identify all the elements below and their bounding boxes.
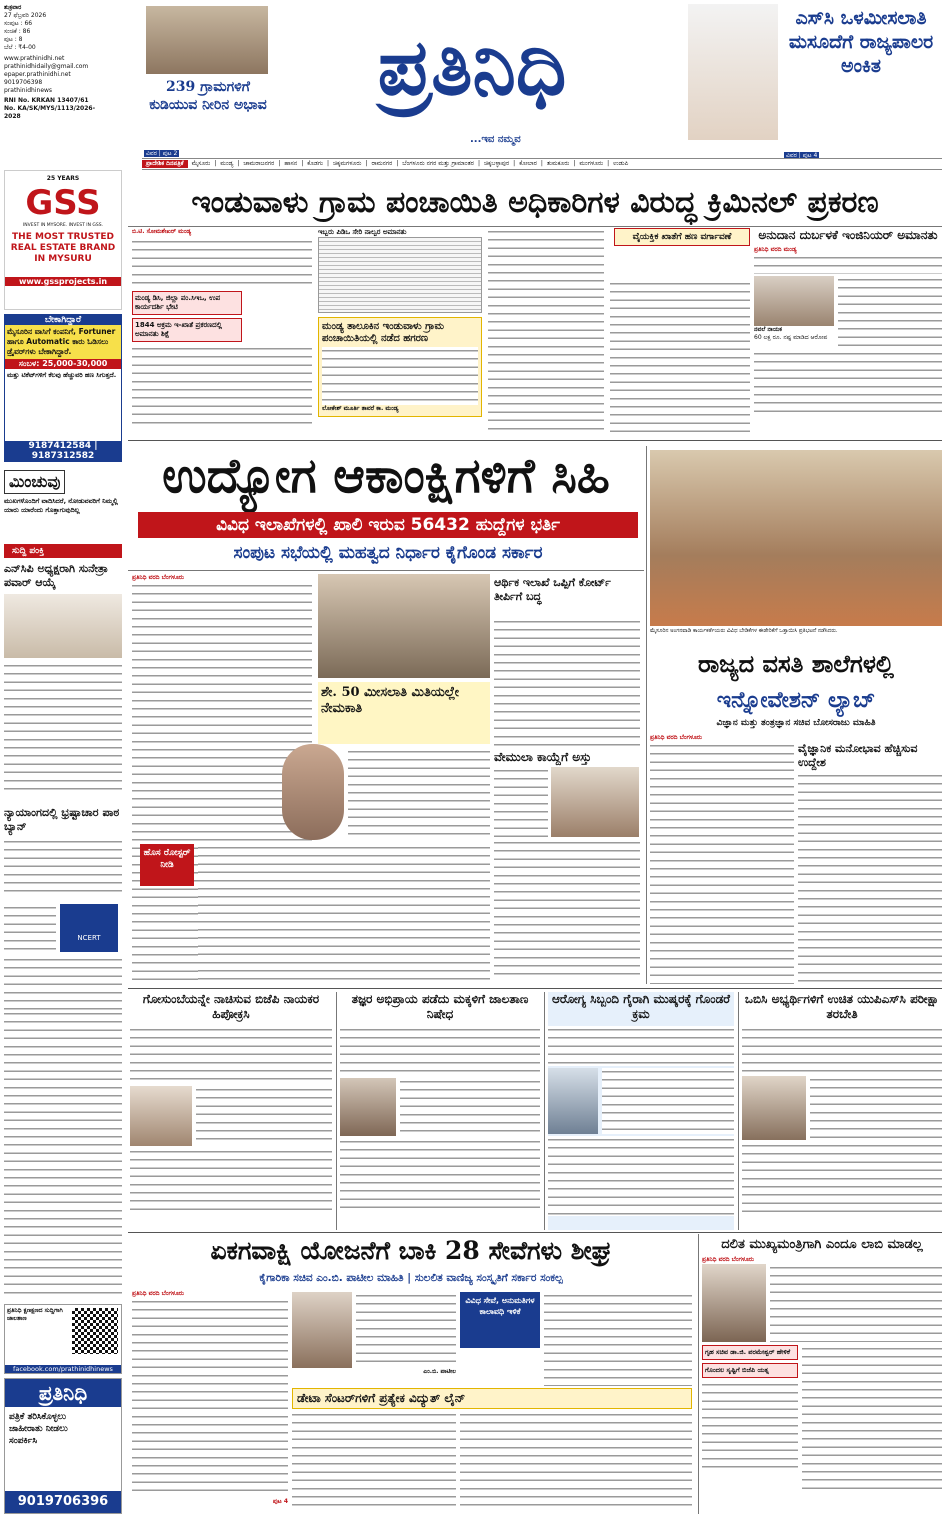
reg-number: No. KA/SK/MYS/1113/2026-2028 bbox=[4, 105, 96, 120]
gss-brand: THE MOST TRUSTED REAL ESTATE BRAND IN MYSURU bbox=[10, 232, 116, 264]
gss-logo: GSS bbox=[25, 183, 101, 223]
nav-item-kodagu[interactable]: ಕೊಡಗು bbox=[307, 160, 323, 167]
roster-tag: ಹೊಸ ರೋಸ್ಟರ್ ನೀಡಿ bbox=[140, 844, 194, 886]
minister-photo bbox=[551, 767, 639, 837]
bottom-byline: ಪ್ರತಿನಿಧಿ ವರದಿ ಬೆಂಗಳೂರು bbox=[132, 1290, 184, 1297]
parameshwar-photo bbox=[702, 1264, 766, 1342]
nav-item-mysuru[interactable]: ಮೈಸೂರು bbox=[191, 160, 211, 167]
engineer-amount: 60 ಲಕ್ಷ ರೂ. ನಷ್ಟ ಮಾಡಿದ ಆರೋಪ bbox=[754, 334, 828, 341]
issue-volume: ಸಂಪುಟ : 66 bbox=[4, 20, 33, 27]
left-teaser-page: ವಿವರ | ಪುಟ 2 bbox=[146, 150, 178, 157]
dalit-story bbox=[702, 1236, 942, 1514]
bottom-photo-block bbox=[292, 1292, 456, 1382]
job-ad-head: ಬೇಕಾಗಿದ್ದಾರೆ bbox=[5, 315, 121, 325]
court-story bbox=[4, 806, 122, 1006]
ncp-photo bbox=[4, 594, 122, 658]
lead-col3 bbox=[488, 228, 750, 436]
ncert-logo: NCERT bbox=[60, 904, 118, 952]
gss-ad[interactable] bbox=[4, 170, 122, 310]
main-byline: ಪ್ರತಿನಿಧಿ ವರದಿ ಬೆಂಗಳೂರು bbox=[132, 574, 184, 581]
water-photo bbox=[146, 6, 268, 74]
minchu-box bbox=[4, 470, 122, 540]
lead-box-head: ಮಂಡ್ಯ ತಾಲೂಕಿನ ಇಂಡುವಾಳು ಗ್ರಾಮ ಪಂಚಾಯಿತಿಯಲ್ಲಿ ನಡೆದ ಹಗರಣ bbox=[322, 321, 444, 344]
subscribe-promo bbox=[4, 1378, 122, 1514]
main-subhead1: ವಿವಿಧ ಇಲಾಖೆಗಳಲ್ಲಿ ಖಾಲಿ ಇರುವ 56432 ಹುದ್ದೆಗಳ ಭರ್ತಿ bbox=[138, 512, 638, 538]
social-promo[interactable] bbox=[4, 1304, 122, 1374]
nav-item-mangaluru[interactable]: ಮಂಗಳೂರು bbox=[579, 160, 604, 167]
data-center-head: ಡೇಟಾ ಸೆಂಟರ್‌ಗಳಿಗೆ ಪ್ರತ್ಯೇಕ ವಿದ್ಯುತ್ ಲೈನ್ bbox=[297, 1391, 466, 1405]
minchu-title: ಮಿಂಚುವು bbox=[4, 470, 65, 494]
main-headline: ಉದ್ಯೋಗ ಆಕಾಂಕ್ಷಿಗಳಿಗೆ ಸಿಹಿ bbox=[162, 448, 610, 504]
row3-headline-2: ತಜ್ಞರ ಅಭಿಪ್ರಾಯ ಪಡೆದು ಮಕ್ಕಳಿಗೆ ಜಾಲತಾಣ ನಿಷೇಧ bbox=[351, 992, 529, 1021]
social-promo-text: ಪ್ರತಿನಿಧಿ ಕ್ಷಣಕ್ಷಣದ ಸುದ್ದಿಗಾಗಿ ಜಾಲತಾಣ bbox=[7, 1307, 63, 1322]
row3-headline-3: ಆರೋಗ್ಯ ಸಿಬ್ಬಂದಿ ಗೈರಾಗಿ ಮುಷ್ಕರಕ್ಕೆ ಗೊಂಡರೆ ಕ್ರಮ bbox=[551, 992, 731, 1021]
promo-phone: 9019706396 bbox=[5, 1491, 121, 1513]
lead-figure-head: ಇಬ್ಬರು ಪಿಡಿಒ ಸೇರಿ ನಾಲ್ವರ ಅಮಾನತು bbox=[318, 228, 407, 236]
nav-item-chamarajanagar[interactable]: ಚಾಮರಾಜನಗರ bbox=[243, 160, 275, 167]
promo-text: ಪತ್ರಿಕೆ ತರಿಸಿಕೊಳ್ಳಲು ಜಾಹೀರಾತು ನೀಡಲು ಸಂಪರ್ಕಿಸಿ bbox=[9, 1412, 68, 1446]
vemula-headline: ವೇಮುಲಾ ಕಾಯ್ದೆಗೆ ಅಸ್ತು bbox=[494, 750, 592, 764]
row3-headline-4: ಒಬಿಸಿ ಅಭ್ಯರ್ಥಿಗಳಿಗೆ ಉಚಿತ ಯುಪಿಎಸ್‌ಸಿ ಪರೀಕ್ಷಾ ತರಬೇತಿ bbox=[744, 992, 940, 1021]
nav-item-kolar[interactable]: ಕೋಲಾರ bbox=[519, 160, 537, 167]
row3-story-2 bbox=[340, 992, 540, 1230]
social-handle[interactable]: prathinidhinews bbox=[4, 87, 53, 94]
facebook-link[interactable]: facebook.com/prathinidhinews bbox=[5, 1365, 121, 1373]
hostel-headline2: ಇನ್ನೋವೇಶನ್ ಲ್ಯಾಬ್ bbox=[716, 687, 876, 713]
minister3-photo bbox=[742, 1076, 806, 1140]
lead-pull2: 1844 ಅಕ್ರಮ ಇ-ಖಾತೆ ಪ್ರಕರಣದಲ್ಲಿ ಅಮಾನತು ಶಿಕ್ಷೆ bbox=[132, 318, 242, 342]
lead-headline: ಇಂಡುವಾಳು ಗ್ರಾಮ ಪಂಚಾಯಿತಿ ಅಧಿಕಾರಿಗಳ ವಿರುದ್ಧ ಕ್ರಿಮಿನಲ್ ಪ್ರಕರಣ bbox=[191, 185, 879, 220]
dalit-byline: ಪ್ರತಿನಿಧಿ ವರದಿ ಬೆಂಗಳೂರು bbox=[702, 1256, 754, 1263]
cabinet-photo bbox=[318, 574, 490, 678]
masthead-logo bbox=[282, 2, 662, 134]
promo-logo: ಪ್ರತಿನಿಧಿ bbox=[5, 1379, 121, 1407]
hostel-subhead: ವಿಜ್ಞಾನ ಮತ್ತು ತಂತ್ರಜ್ಞಾನ ಸಚಿವ ಬೋಸರಾಜು ಮಾಹಿತಿ bbox=[716, 718, 876, 728]
issue-pages: ಪುಟ : 8 bbox=[4, 36, 23, 43]
job-ad bbox=[4, 314, 122, 462]
bottom-headline: ಏಕಗವಾಕ್ಷಿ ಯೋಜನೆಗೆ ಬಾಕಿ 28 ಸೇವೆಗಳು ಶೀಘ್ರ bbox=[210, 1236, 612, 1265]
dalit-headline: ದಲಿತ ಮುಖ್ಯಮಂತ್ರಿಗಾಗಿ ಎಂದೂ ಲಾಬಿ ಮಾಡಲ್ಲ bbox=[721, 1237, 923, 1252]
bottom-tag: ವಿವಿಧ ಸೇವೆ, ಅನುಮತಿಗಳ ಕಾಲಾವಧಿ ಇಳಿಕೆ bbox=[460, 1292, 540, 1348]
website-link[interactable]: www.prathinidhi.net bbox=[4, 55, 65, 62]
left-teaser-text: 239 ಗ್ರಾಮಗಳಿಗೆ ಕುಡಿಯುವ ನೀರಿನ ಅಭಾವ bbox=[149, 79, 267, 113]
main-side1: ಆರ್ಥಿಕ ಇಲಾಖೆ ಒಪ್ಪಿಗೆ ಕೋರ್ಟ್ ತೀರ್ಪಿಗೆ ಬದ್ಧ bbox=[494, 576, 611, 603]
protest-caption: ಮೈಸೂರಿನ ಅಂಗನವಾಡಿ ಕಾರ್ಯಕರ್ತೆಯರು ವಿವಿಧ ಬೇಡಿಕೆಗಳ ಈಡೇರಿಕೆಗೆ ಒತ್ತಾಯಿಸಿ ಪ್ರತಿಭಟನೆ ನಡೆಸಿದರು. bbox=[650, 628, 838, 634]
vemula-story bbox=[494, 750, 640, 984]
logo-text: ಪ್ರತಿನಿಧಿ bbox=[377, 22, 567, 113]
cm-photo bbox=[130, 1086, 192, 1146]
nav-item-bengaluru[interactable]: ಬೆಂಗಳೂರು ನಗರ ಮತ್ತು ಗ್ರಾಮಾಂತರ bbox=[402, 160, 474, 167]
document-photo bbox=[318, 237, 482, 313]
dalit-pull2: ಗೊಂದಲ ಸೃಷ್ಟಿಗೆ ಬಿಜೆಪಿ ಯತ್ನ bbox=[702, 1363, 798, 1378]
row3-story-1 bbox=[130, 992, 332, 1230]
dalit-pull1: ಗೃಹ ಸಚಿವ ಡಾ.ಜಿ. ಪರಮೇಶ್ವರ್ ಹೇಳಿಕೆ bbox=[702, 1345, 798, 1360]
job-ad-text: ಮೈಸೂರಿನ ವಾಸಿಗೆ ಕಂಪನಿಗೆ, Fortuner ಹಾಗೂ Automatic ಕಾರು ಓಡಿಸಲು ಡ್ರೈವರ್‌ಗಳು ಬೇಕಾಗಿದ್ದಾರೆ. bbox=[5, 325, 121, 359]
ncp-headline: ಎನ್‌ಸಿಪಿ ಅಧ್ಯಕ್ಷರಾಗಿ ಸುನೇತ್ರಾ ಪವಾರ್ ಆಯ್ಕೆ bbox=[4, 562, 109, 589]
epaper-link[interactable]: epaper.prathinidhi.net bbox=[4, 71, 71, 78]
hostel-body bbox=[650, 734, 942, 986]
main-subhead2: ಸಂಪುಟ ಸಭೆಯಲ್ಲಿ ಮಹತ್ವದ ನಿರ್ಧಾರ ಕೈಗೊಂಡ ಸರ್ಕಾರ bbox=[233, 543, 543, 563]
nav-item-tumakuru[interactable]: ತುಮಕೂರು bbox=[546, 160, 570, 167]
issue-date: 27 ಫೆಬ್ರವರಿ 2026 bbox=[4, 12, 47, 19]
quote-box: ಶೇ. 50 ಮೀಸಲಾತಿ ಮಿತಿಯಲ್ಲೇ ನೇಮಕಾತಿ bbox=[318, 682, 490, 744]
tagline: ...ಇವ ನಮ್ಮವ bbox=[470, 134, 521, 145]
left-teaser bbox=[142, 78, 274, 136]
health-photo bbox=[548, 1068, 598, 1134]
minister2-photo bbox=[340, 1078, 396, 1136]
lead-figure bbox=[318, 228, 482, 428]
news-strip: ಸುದ್ದಿ ಪಂಕ್ತಿ bbox=[4, 544, 122, 558]
top-right-byline: ಪ್ರತಿನಿಧಿ ವರದಿ ಮಂಡ್ಯ bbox=[754, 246, 797, 253]
nav-item-chikkaballapura[interactable]: ಚಿಕ್ಕಬಳ್ಳಾಪುರ bbox=[483, 160, 510, 167]
top-right-headline: ಅನುದಾನ ದುರ್ಬಳಕೆ ಇಂಜಿನಿಯರ್ ಅಮಾನತು bbox=[758, 228, 938, 242]
mb-patil-photo bbox=[292, 1292, 352, 1368]
nav-item-chikkamagaluru[interactable]: ಚಿಕ್ಕಮಗಳೂರು bbox=[333, 160, 362, 167]
lead-pull1: ಮಂಡ್ಯ ಡಿಸಿ, ಜಿಲ್ಲಾ ಪಂ.ಸಿಇಒ, ಉಪ ಕಾರ್ಯದರ್ಶಿ ಭೇಟಿ bbox=[132, 291, 242, 315]
rni-number: RNI No. KRKAN 13407/61 bbox=[4, 97, 89, 104]
hostel-pull: ವೈಜ್ಞಾನಿಕ ಮನೋಭಾವ ಹೆಚ್ಚಿಸುವ ಉದ್ದೇಶ bbox=[798, 742, 918, 769]
minchu-text: ಮುಖಗಳೊಂದಿಗೆ ವಾದಿಸಿದರೆ, ನೋಡುವವರಿಗೆ ನಿಮ್ಮಲ್ಲಿ ಯಾರು ಯಾರೆಂದು ಗೊತ್ತಾಗುವುದಿಲ್ಲ bbox=[4, 497, 118, 514]
issue-day: ಶುಕ್ರವಾರ bbox=[4, 4, 22, 11]
lead-byline: ಬಿ.ಟಿ. ಸೋಮಶೇಖರ್ ಮಂಡ್ಯ bbox=[132, 228, 192, 235]
data-center-story bbox=[292, 1388, 692, 1512]
job-phones: 9187412584 | 9187312582 bbox=[5, 441, 121, 461]
nav-item-udupi[interactable]: ಉಡುಪಿ bbox=[613, 160, 629, 167]
row3-story-3 bbox=[548, 992, 734, 1230]
nav-item-mandya[interactable]: ಮಂಡ್ಯ bbox=[220, 160, 234, 167]
email-link[interactable]: prathinidhidaily@gmail.com bbox=[4, 63, 89, 70]
gss-url[interactable]: www.gssprojects.in bbox=[5, 277, 121, 286]
job-salary: ಸಂಬಳ: 25,000-30,000 bbox=[5, 359, 121, 369]
hostel-byline: ಪ್ರತಿನಿಧಿ ವರದಿ ಬೆಂಗಳೂರು bbox=[650, 734, 702, 741]
job-more: ಮತ್ತು ಟಿಕೆಟ್‌ಗಳಿಗೆ ಕೆಲವು ಹೆಚ್ಚುವರಿ ಹಣ ಸಿಗುತ್ತದೆ. bbox=[7, 371, 117, 379]
nav-item-ramanagara[interactable]: ರಾಮನಗರ bbox=[371, 160, 393, 167]
nav-label: ಪ್ರಾದೇಶಿಕ ದಿನಪತ್ರಿಕೆ bbox=[142, 160, 188, 168]
engineer-photo bbox=[754, 276, 834, 326]
lead-side-tag: ವೈಯಕ್ತಿಕ ಖಾತೆಗೆ ಹಣ ವರ್ಗಾವಣೆ bbox=[614, 228, 750, 246]
lead-body bbox=[132, 228, 312, 434]
mb-patil-caption: ಎಂ.ಬಿ. ಪಾಟೀಲ bbox=[423, 1368, 456, 1375]
lead-box-credit: ಲೋಕೇಶ್ ಮೂರ್ತಿ ತಾವರೆ ಕಾ. ಮಂಡ್ಯ bbox=[322, 405, 399, 412]
gss-years: 25 YEARS bbox=[46, 175, 80, 182]
right-teaser: ಎಸ್‌ಸಿ ಒಳಮೀಸಲಾತಿ ಮಸೂದೆಗೆ ರಾಜ್ಯಪಾಲರ ಅಂಕಿತ bbox=[788, 7, 934, 77]
bottom-subhead: ಕೈಗಾರಿಕಾ ಸಚಿವ ಎಂ.ಬಿ. ಪಾಟೀಲ ಮಾಹಿತಿ | ಸುಲಲಿತ ವಾಣಿಜ್ಯ ಸಂಸ್ಕೃತಿಗೆ ಸರ್ಕಾರ ಸಂಕಲ್ಪ bbox=[259, 1272, 563, 1284]
engineer-name: ನವಲೆ ನಾಯಕ bbox=[754, 326, 782, 333]
qr-code-icon bbox=[72, 1308, 118, 1354]
aspirant-photo bbox=[282, 744, 344, 840]
court-headline: ನ್ಯಾಯಾಂಗದಲ್ಲಿ ಭ್ರಷ್ಟಾಚಾರ ಪಾಠ ಬ್ಯಾನ್ bbox=[4, 806, 120, 833]
top-right-story bbox=[754, 228, 942, 436]
nav-item-hassan[interactable]: ಹಾಸನ bbox=[284, 160, 298, 167]
gss-sub: INVEST IN MYSORE. INVEST IN GSS. bbox=[22, 223, 104, 228]
bottom-body bbox=[132, 1290, 288, 1512]
region-nav: ಪ್ರಾದೇಶಿಕ ದಿನಪತ್ರಿಕೆ ಮೈಸೂರು | ಮಂಡ್ಯ | ಚಾಮರಾಜನಗರ | ಹಾಸನ | ಕೊಡಗು | ಚಿಕ್ಕಮಗಳೂರು | ರಾಮನಗರ | ಬೆಂಗಳೂರು ನಗರ ಮತ್ತು ಗ್ರಾಮಾಂತರ | ಚಿಕ್ಕಬಳ್ಳಾಪುರ | ಕೋಲಾರ | ತುಮಕೂರು | ಮಂಗಳೂರು | ಉಡುಪಿ bbox=[142, 158, 942, 170]
phone-number: 9019706398 bbox=[4, 79, 43, 86]
governor-photo bbox=[688, 4, 778, 140]
protest-photo bbox=[650, 450, 942, 626]
ncp-story bbox=[4, 562, 122, 802]
issue-number: ಸಂಚಿಕೆ : 86 bbox=[4, 28, 31, 35]
issue-price: ಬೆಲೆ : ₹4-00 bbox=[4, 44, 36, 51]
row3-story-4 bbox=[742, 992, 942, 1230]
right-teaser-page: ವಿವರ | ಪುಟ 4 bbox=[786, 152, 818, 159]
bottom-page-ref: ಪುಟ 4 bbox=[272, 1498, 288, 1505]
issue-info bbox=[4, 4, 100, 154]
hostel-headline: ರಾಜ್ಯದ ವಸತಿ ಶಾಲೆಗಳಲ್ಲಿ bbox=[698, 649, 894, 678]
row3-headline-1: ಗೋಸುಂಬೆಯನ್ನೇ ನಾಚಿಸುವ ಬಿಜೆಪಿ ನಾಯಕರ ಹಿಪೋಕ್ರಸಿ bbox=[142, 992, 320, 1021]
